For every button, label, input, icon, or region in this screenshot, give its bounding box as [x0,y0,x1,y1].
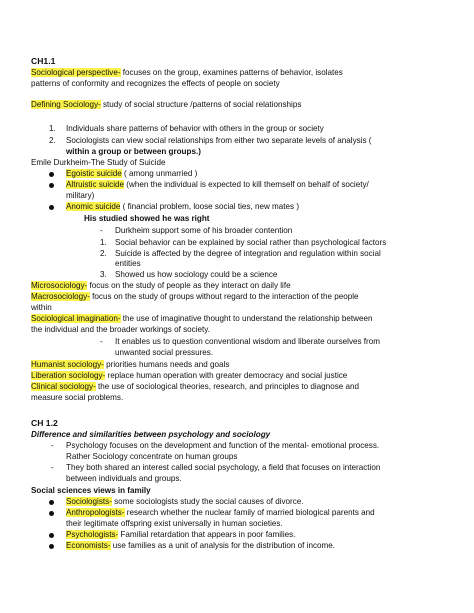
clinical-term: Clinical sociology- [31,382,96,391]
list-number: 3. [100,270,107,279]
list-item: Showed us how sociology could be a science [115,270,278,279]
durkheim-title: Emile Durkheim-The Study of Suicide [31,158,166,167]
list-number: 2. [49,136,56,145]
list-item-continuation: Rather Sociology concentrate on human groups [66,452,238,461]
list-item: Durkheim support some of his broader contention [115,226,293,235]
list-number: 1. [49,124,56,133]
list-number: 1. [100,238,107,247]
sociologists-text: some sociologists study the social causes of divorce. [111,497,304,506]
list-item-continuation: unwanted social pressures. [115,348,214,357]
bullet-icon [49,205,54,210]
microsociology-text: focus on the study of people as they interact on daily life [87,281,291,290]
dash-marker: - [51,463,54,472]
macrosociology-line [31,292,359,302]
altruistic-suicide-text: (when the individual is expected to kill themself on behalf of society/ [124,180,369,189]
anomic-suicide-term: Anomic suicide [66,202,121,211]
bullet-icon [49,183,54,188]
list-item [66,202,299,212]
list-item: Suicide is affected by the degree of integration and regulation within social [115,249,381,258]
humanist-line [31,360,229,370]
humanist-term: Humanist sociology- [31,360,104,369]
bullet-icon [49,544,54,549]
list-item [66,169,197,179]
list-item: Sociologists can view social relationships from either two separate levels of analysis ( [66,136,372,145]
sociological-perspective-line [31,68,343,78]
sociologists-term: Sociologists- [66,497,112,506]
economists-term: Economists- [66,541,111,550]
bullet-icon [49,500,54,505]
imagination-text: the use of imaginative thought to understand the relationship between [120,314,373,323]
anomic-suicide-text: ( financial problem, loose social ties, new mates ) [120,202,300,211]
list-item: Psychology focuses on the development and function of the mental- emotional process. [66,441,380,450]
list-item [66,497,304,507]
sociological-perspective-text: focuses on the group, examines patterns of behavior, isolates [120,68,343,77]
list-item-continuation: between individuals and groups. [66,474,182,483]
liberation-line [31,371,347,381]
list-item: They both shared an interest called social psychology, a field that focuses on interaction [66,463,381,472]
defining-sociology-term: Defining Sociology- [31,100,101,109]
bullet-icon [49,511,54,516]
list-item-continuation: their legitimate offspring exist universally in human societies. [66,519,283,528]
list-item: It enables us to question conventional wisdom and liberate ourselves from [115,337,380,346]
macrosociology-line2: within [31,303,52,312]
microsociology-term: Microsociology- [31,281,88,290]
clinical-text: the use of sociological theories, research, and principles to diagnose and [95,382,359,391]
list-item [66,508,375,518]
liberation-text: replace human operation with greater democracy and social justice [105,371,348,380]
bullet-icon [49,172,54,177]
ch11-heading: CH1.1 [31,56,56,66]
altruistic-suicide-term: Altruistic suicide [66,180,125,189]
liberation-term: Liberation sociology- [31,371,106,380]
list-item-continuation: entities [115,259,141,268]
psychologists-term: Psychologists- [66,530,119,539]
family-heading: Social sciences views in family [31,486,151,495]
list-item-continuation: within a group or between groups.) [66,147,201,156]
imagination-term: Sociological imagination- [31,314,121,323]
bullet-icon [49,533,54,538]
anthropologists-text: research whether the nuclear family of married biological parents and [124,508,375,517]
macrosociology-term: Macrosociology- [31,292,90,301]
humanist-text: priorities humans needs and goals [103,360,230,369]
egoistic-suicide-term: Egoistic suicide [66,169,122,178]
list-item-continuation: military) [66,191,95,200]
list-item [66,530,295,540]
macrosociology-text: focus on the study of groups without regard to the interaction of the people [89,292,359,301]
sociological-perspective-line2: patterns of conformity and recognizes the effects of people on society [31,79,280,88]
psychologists-text: Familial retardation that appears in poor families. [118,530,296,539]
studies-heading: His studied showed he was right [84,214,210,223]
sociological-perspective-term: Sociological perspective- [31,68,121,77]
ch12-subheading: Difference and similarities between psychology and sociology [31,430,271,439]
dash-marker: - [51,441,54,450]
list-item [66,180,369,190]
ch12-heading: CH 1.2 [31,418,58,428]
dash-marker: - [100,226,103,235]
anthropologists-term: Anthropologists- [66,508,125,517]
list-item: Social behavior can be explained by social rather than psychological factors [115,238,387,247]
imagination-line2: the individual and the broader workings of society. [31,325,210,334]
imagination-line [31,314,373,324]
dash-marker: - [100,337,103,346]
list-item [66,541,335,551]
list-number: 2. [100,249,107,258]
defining-sociology-line [31,100,301,110]
clinical-line [31,382,359,392]
clinical-line2: measure social problems. [31,393,124,402]
list-item: Individuals share patterns of behavior with others in the group or society [66,124,324,133]
egoistic-suicide-text: ( among unmarried ) [121,169,198,178]
defining-sociology-text: study of social structure /patterns of social relationships [100,100,302,109]
economists-text: use families as a unit of analysis for the distribution of income. [110,541,336,550]
microsociology-line [31,281,291,291]
